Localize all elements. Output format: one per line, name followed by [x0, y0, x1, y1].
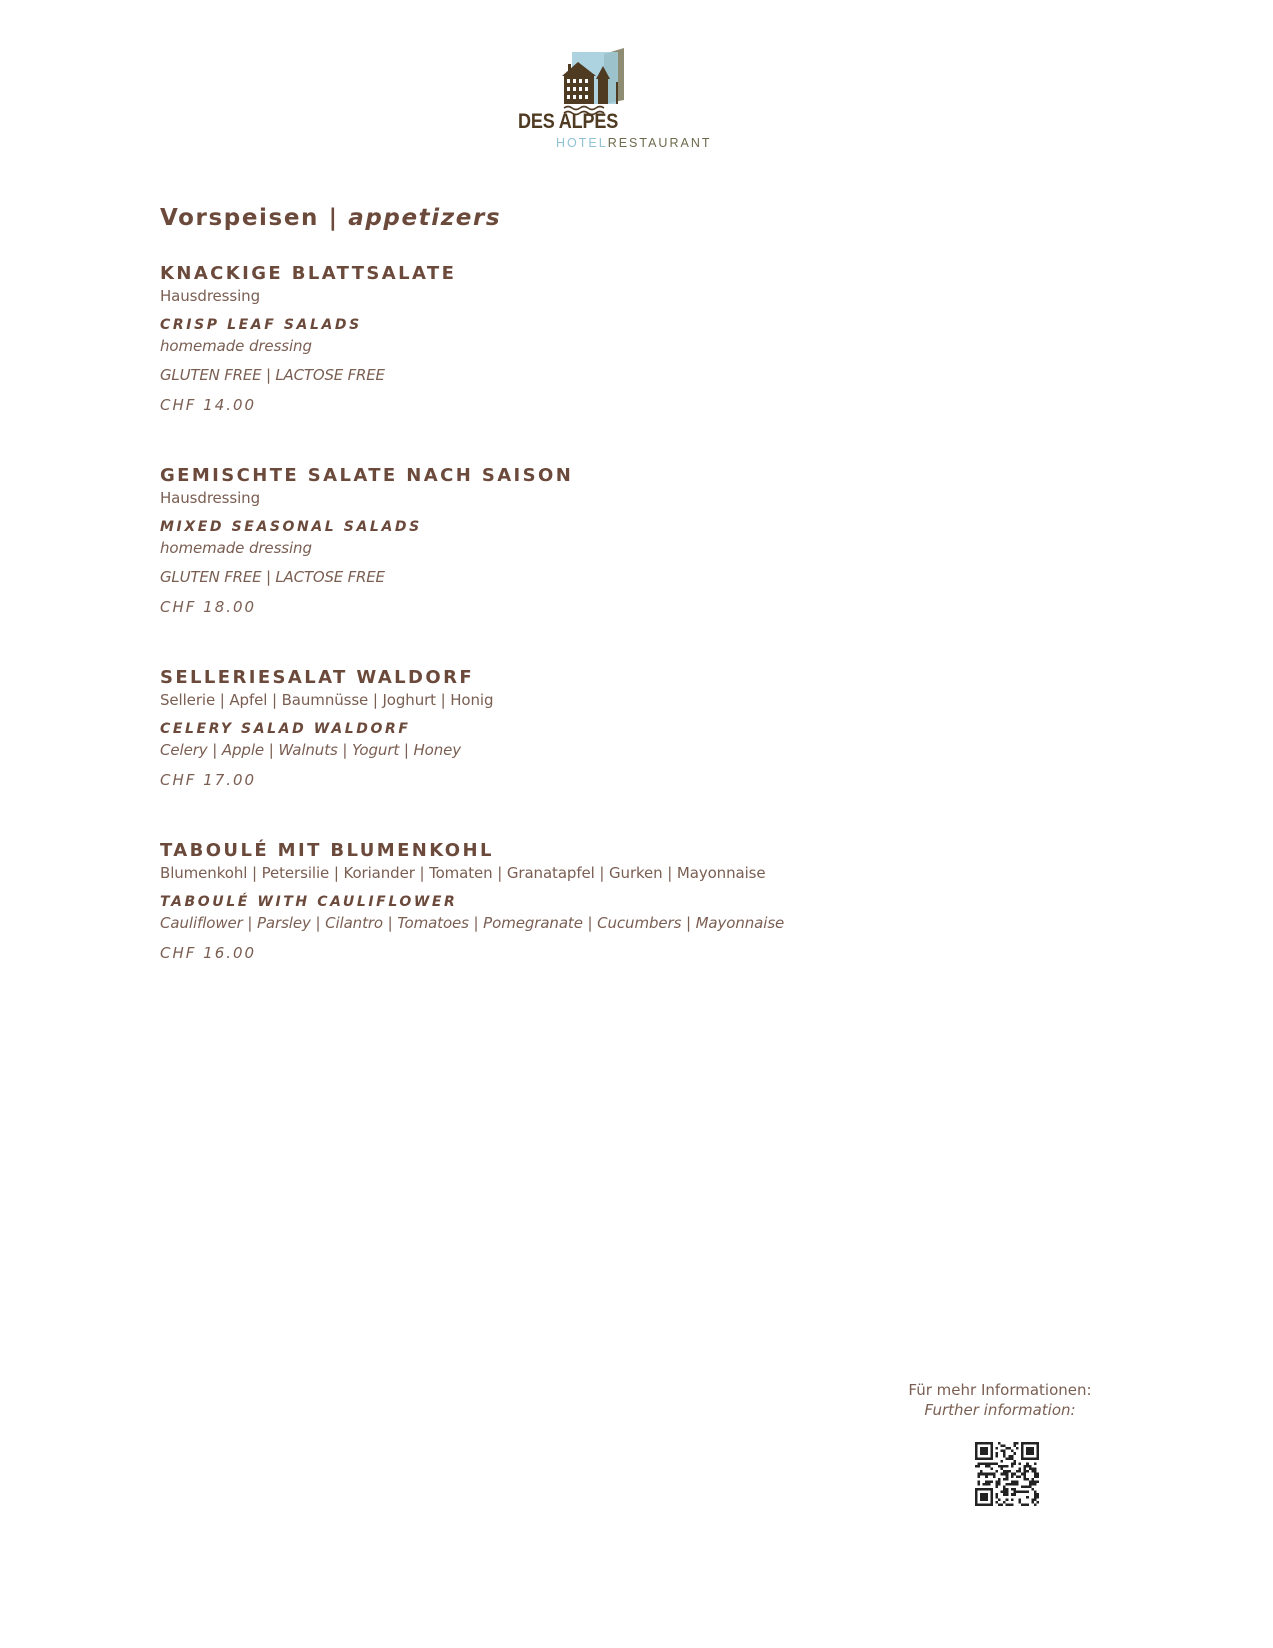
- dish-item: [160, 839, 920, 963]
- dish-price: CHF 17.00: [160, 771, 257, 789]
- dish-name-de: TABOULÉ MIT BLUMENKOHL: [160, 840, 494, 861]
- dish-dietary-info: GLUTEN FREE | LACTOSE FREE: [160, 366, 385, 384]
- section-title-de: Vorspeisen: [160, 205, 319, 231]
- dish-price: CHF 16.00: [160, 944, 257, 962]
- dish-description-de: Hausdressing: [160, 489, 261, 507]
- dish-name-de: SELLERIESALAT WALDORF: [160, 667, 475, 688]
- dish-name-en: TABOULÉ WITH CAULIFLOWER: [160, 894, 458, 910]
- logo-wordmark: DES ALPES: [518, 110, 619, 133]
- section-title: [160, 200, 920, 236]
- dish-price: CHF 18.00: [160, 598, 257, 616]
- dish-name-en: CELERY SALAD WALDORF: [160, 721, 411, 737]
- dish-description-de: Hausdressing: [160, 287, 261, 305]
- hotel-logo: [518, 48, 712, 154]
- logo-subtitle-restaurant: RESTAURANT: [607, 136, 712, 150]
- section-title-separator: |: [328, 205, 339, 231]
- info-label-de: Für mehr Informationen:: [908, 1381, 1092, 1399]
- menu-section: [160, 200, 920, 963]
- dish-name-de: KNACKIGE BLATTSALATE: [160, 263, 457, 284]
- dish-description-en: Celery | Apple | Walnuts | Yogurt | Honey: [160, 741, 462, 759]
- dish-item: [160, 666, 920, 790]
- dish-description-de: Sellerie | Apfel | Baumnüsse | Joghurt | Honig: [160, 691, 494, 709]
- dish-item: [160, 464, 920, 617]
- dish-description-en: homemade dressing: [160, 337, 312, 355]
- dish-name-en: MIXED SEASONAL SALADS: [160, 519, 422, 535]
- section-title-en: appetizers: [348, 205, 502, 231]
- further-information: [880, 1380, 1120, 1420]
- dish-name-de: GEMISCHTE SALATE NACH SAISON: [160, 465, 574, 486]
- info-label-en: Further information:: [924, 1401, 1076, 1419]
- dish-description-de: Blumenkohl | Petersilie | Koriander | Tomaten | Granatapfel | Gurken | Mayonnaise: [160, 864, 766, 882]
- dish-description-en: homemade dressing: [160, 539, 312, 557]
- dish-price: CHF 14.00: [160, 396, 257, 414]
- logo-subtitle: [556, 136, 712, 150]
- hotel-building-logo-icon: [558, 48, 634, 118]
- qr-code-icon[interactable]: [975, 1442, 1039, 1506]
- dish-name-en: CRISP LEAF SALADS: [160, 317, 362, 333]
- dish-item: [160, 262, 920, 415]
- logo-subtitle-hotel: HOTEL: [556, 136, 608, 150]
- dish-description-en: Cauliflower | Parsley | Cilantro | Tomatoes | Pomegranate | Cucumbers | Mayonnaise: [160, 914, 785, 932]
- dish-dietary-info: GLUTEN FREE | LACTOSE FREE: [160, 568, 385, 586]
